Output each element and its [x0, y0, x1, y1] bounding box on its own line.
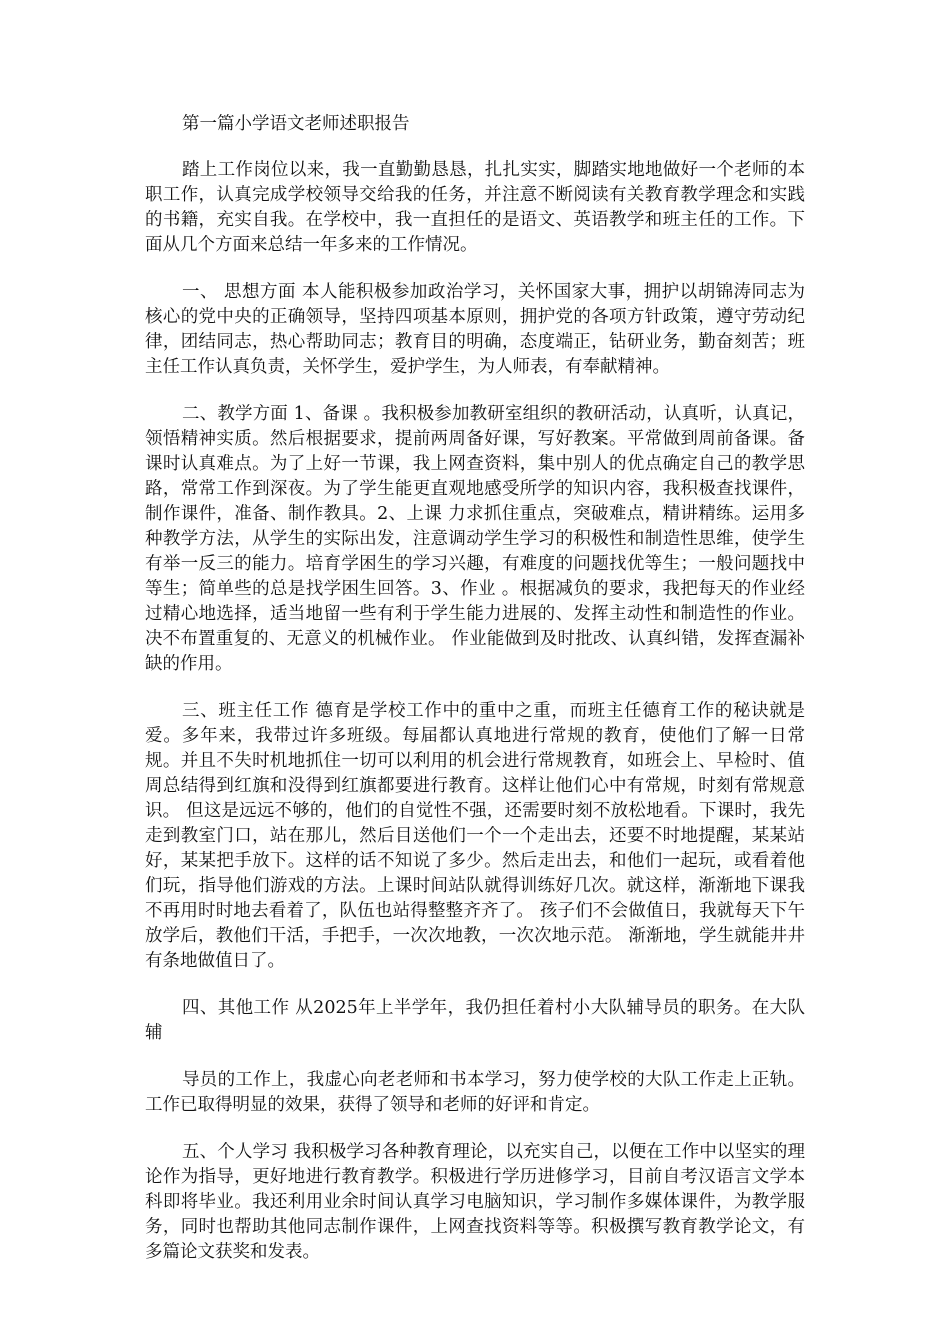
paragraph-other-work-continued: 导员的工作上，我虚心向老老师和书本学习，努力使学校的大队工作走上正轨。工作已取得明显的效果，获得了领导和老师的好评和肯定。	[145, 1070, 805, 1115]
paragraph-class-teacher: 三、班主任工作 德育是学校工作中的重中之重，而班主任德育工作的秘诀就是爱。多年来，我带过许多班级。每届都认真地进行常规的教育，使他们了解一日常规。并且不失时机地抓住一切可以利用的机会进行常规教育，如班会上、早检时、值周总结得到红旗和没得到红旗都要进行教育。这样让他们心中有常规，时刻有常规意识。 但这是远远不够的，他们的自觉性不强，还需要时刻不放松地看。下课时，我先走到教室门口，站在那儿，然后目送他们一个一个走出去，还要不时地提醒，某某站好，某某把手放下。这样的话不知说了多少。然后走出去，和他们一起玩，或看着他们玩，指导他们游戏的方法。上课时间站队就得训练好几次。就这样，渐渐地下课我不再用时时地去看着了，队伍也站得整整齐齐了。 孩子们不会做值日，我就每天下午放学后，教他们干活，手把手，一次次地教，一次次地示范。 渐渐地，学生就能井井有条地做值日了。	[145, 701, 805, 971]
paragraph-personal-study: 五、个人学习 我积极学习各种教育理论，以充实自己，以便在工作中以坚实的理论作为指导，更好地进行教育教学。积极进行学历进修学习，目前自考汉语言文学本科即将毕业。我还利用业余时间认真学习电脑知识，学习制作多媒体课件，为教学服务，同时也帮助其他同志制作课件，上网查找资料等等。积极撰写教育教学论文，有多篇论文获奖和发表。	[145, 1142, 805, 1262]
paragraph-ideology: 一、 思想方面 本人能积极参加政治学习，关怀国家大事，拥护以胡锦涛同志为核心的党中央的正确领导，坚持四项基本原则，拥护党的各项方针政策，遵守劳动纪律，团结同志，热心帮助同志；教育目的明确，态度端正，钻研业务，勤奋刻苦；班主任工作认真负责，关怀学生，爱护学生，为人师表，有奉献精神。	[145, 282, 805, 377]
document-title: 第一篇小学语文老师述职报告	[182, 114, 410, 134]
document-page	[145, 112, 805, 1287]
paragraph-other-work: 四、其他工作 从2025年上半学年，我仍担任着村小大队辅导员的职务。在大队辅	[145, 998, 805, 1043]
paragraph-intro: 踏上工作岗位以来，我一直勤勤恳恳，扎扎实实，脚踏实地地做好一个老师的本职工作，认真完成学校领导交给我的任务，并注意不断阅读有关教育教学理念和实践的书籍，充实自我。在学校中，我一直担任的是语文、英语教学和班主任的工作。下面从几个方面来总结一年多来的工作情况。	[145, 160, 805, 255]
paragraph-teaching: 二、教学方面 1、备课 。我积极参加教研室组织的教研活动，认真听，认真记，领悟精神实质。然后根据要求，提前两周备好课，写好教案。平常做到周前备课。备课时认真难点。为了上好一节课，我上网查资料，集中别人的优点确定自己的教学思路，常常工作到深夜。为了学生能更直观地感受所学的知识内容，我积极查找课件，制作课件，准备、制作教具。2、上课 力求抓住重点，突破难点，精讲精练。运用多种教学方法，从学生的实际出发，注意调动学生学习的积极性和制造性思维，使学生有举一反三的能力。培育学困生的学习兴趣，有难度的问题找优等生；一般问题找中等生；简单些的总是找学困生回答。3、作业 。根据减负的要求，我把每天的作业经过精心地选择，适当地留一些有利于学生能力进展的、发挥主动性和制造性的作业。决不布置重复的、无意义的机械作业。 作业能做到及时批改、认真纠错，发挥查漏补缺的作用。	[145, 404, 805, 674]
